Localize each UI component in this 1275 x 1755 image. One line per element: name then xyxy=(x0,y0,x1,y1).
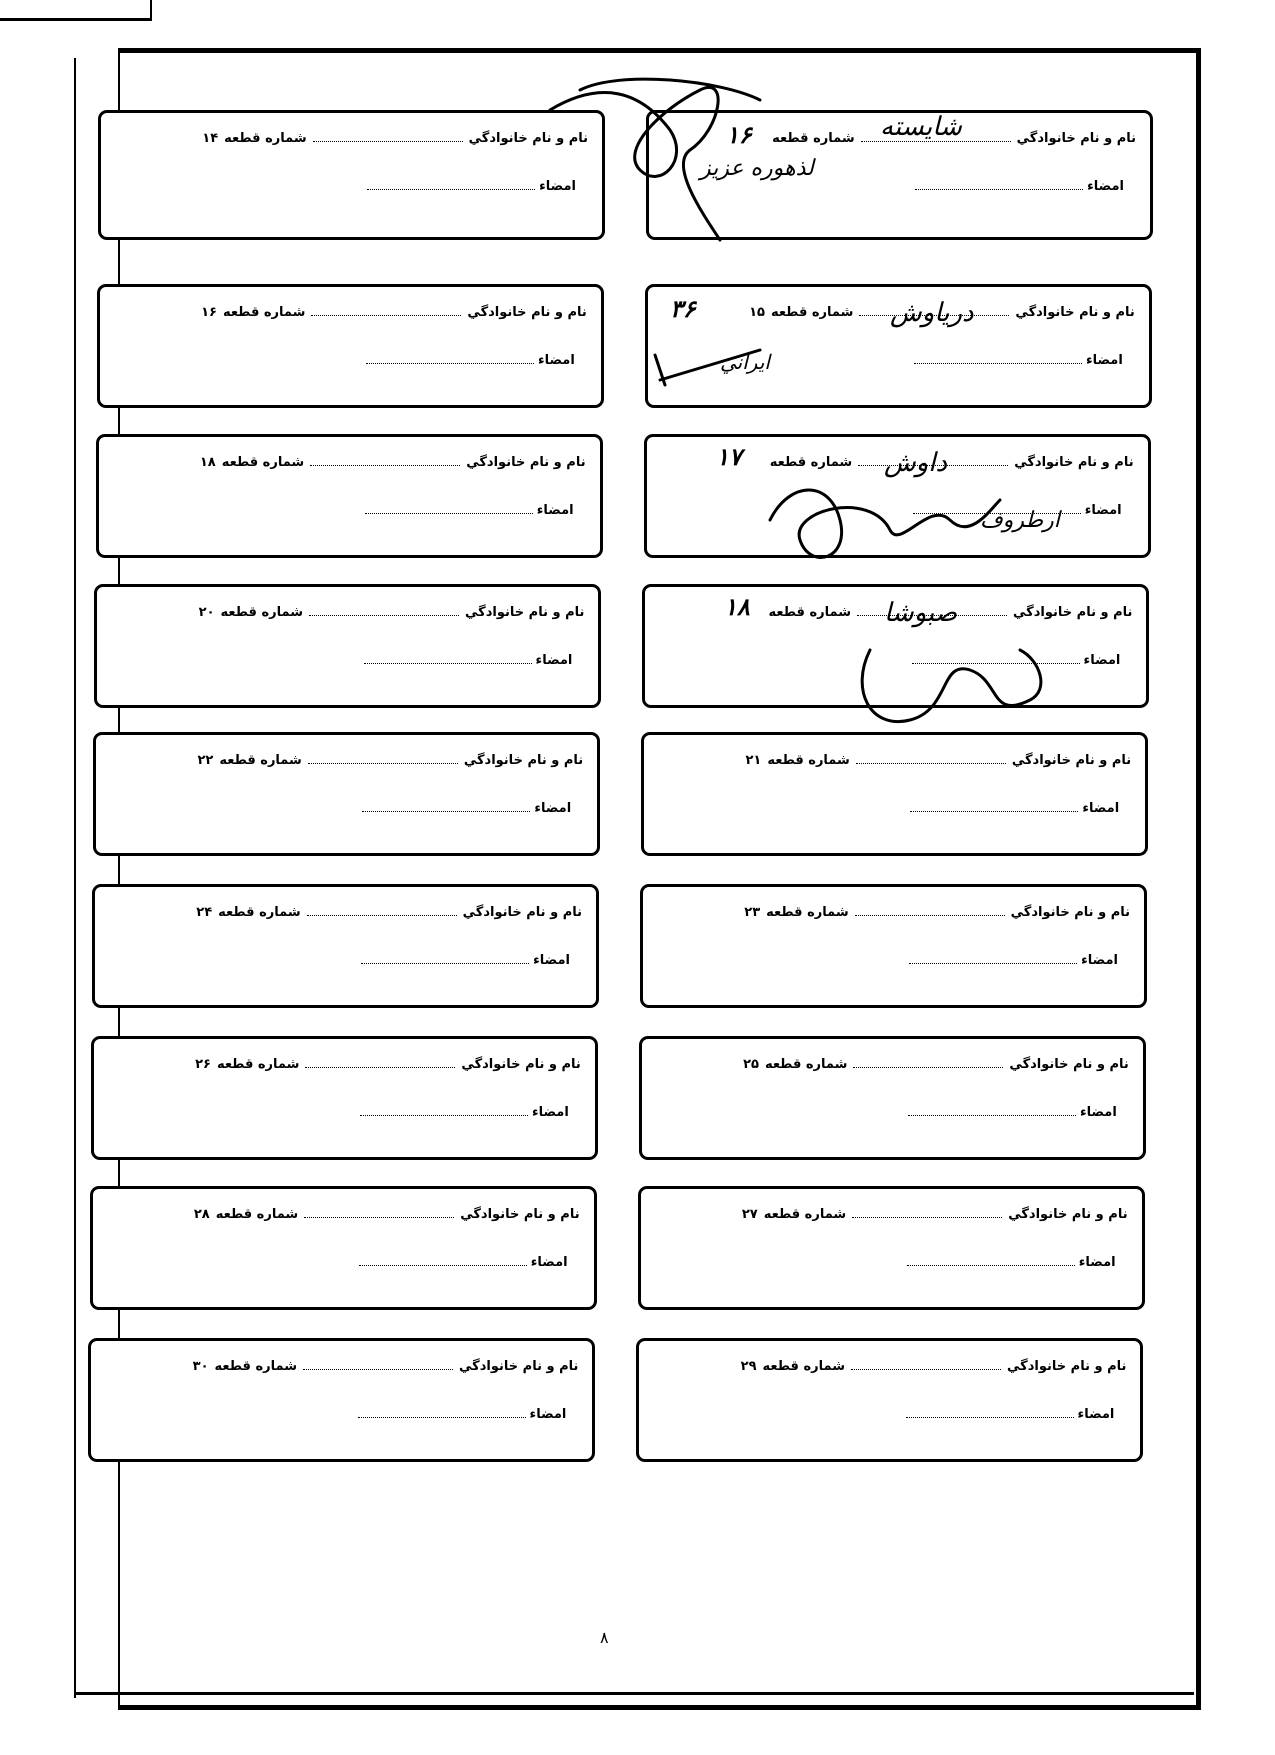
plot-label: شماره قطعه xyxy=(764,1057,848,1072)
signature-row xyxy=(914,351,1123,368)
name-field[interactable] xyxy=(856,751,1006,764)
plot-number: ۲۶ xyxy=(195,1057,211,1072)
plot-number: ۱۴ xyxy=(202,131,219,146)
handwritten-name: داوش xyxy=(884,448,948,478)
plot-label: شماره قطعه xyxy=(222,305,306,320)
signature-field[interactable] xyxy=(914,351,1082,364)
signature-label: امضاء xyxy=(1084,503,1122,518)
plot-label: شماره قطعه xyxy=(221,455,305,470)
name-row xyxy=(741,1357,1127,1374)
form-card xyxy=(641,732,1148,856)
name-field[interactable] xyxy=(853,1055,1003,1068)
name-row xyxy=(201,303,587,320)
signature-label: امضاء xyxy=(535,653,573,668)
signature-field[interactable] xyxy=(362,799,530,812)
signature-field[interactable] xyxy=(910,799,1078,812)
name-field[interactable] xyxy=(305,1055,455,1068)
signature-label: امضاء xyxy=(1087,179,1124,194)
signature-row xyxy=(365,501,574,518)
plot-label: شماره قطعه xyxy=(218,905,301,920)
name-label: نام و نام خانوادگي xyxy=(1011,753,1132,768)
form-card xyxy=(638,1186,1145,1310)
signature-field[interactable] xyxy=(358,1405,526,1418)
signature-row xyxy=(358,1405,567,1422)
plot-label: شماره قطعه xyxy=(224,131,307,146)
plot-number: ۱۶ xyxy=(201,305,217,320)
form-card xyxy=(92,884,599,1008)
name-field[interactable] xyxy=(309,603,459,616)
name-label: نام و نام خانوادگي xyxy=(460,1207,580,1222)
name-field[interactable] xyxy=(310,453,460,466)
signature-row xyxy=(367,177,576,194)
signature-label: امضاء xyxy=(1083,653,1121,668)
signature-field[interactable] xyxy=(907,1253,1075,1266)
handwritten-name: صبوشا xyxy=(884,598,958,628)
name-label: نام و نام خانوادگي xyxy=(1007,1359,1127,1374)
form-card xyxy=(88,1338,595,1462)
form-card xyxy=(90,1186,597,1310)
plot-label: شماره قطعه xyxy=(768,605,852,620)
name-label: نام و نام خانوادگي xyxy=(466,455,586,470)
plot-label: شماره قطعه xyxy=(767,753,850,768)
name-row xyxy=(193,1357,579,1374)
signature-row xyxy=(360,1103,569,1120)
name-field[interactable] xyxy=(852,1205,1002,1218)
signature-row xyxy=(364,651,573,668)
signature-label: امضاء xyxy=(536,503,574,518)
plot-number: ۱۵ xyxy=(749,305,765,320)
signature-row xyxy=(907,1253,1116,1270)
signature-field[interactable] xyxy=(915,177,1083,190)
name-field[interactable] xyxy=(855,903,1005,916)
name-field[interactable] xyxy=(311,303,461,316)
name-field[interactable] xyxy=(851,1357,1001,1370)
form-card xyxy=(94,584,601,708)
name-label: نام و نام خانوادگي xyxy=(1016,131,1136,146)
signature-label: امضاء xyxy=(531,1105,569,1120)
signature-label: امضاء xyxy=(539,179,576,194)
plot-label: شماره قطعه xyxy=(763,1207,847,1222)
plot-label: شماره قطعه xyxy=(770,305,854,320)
signature-field[interactable] xyxy=(909,951,1077,964)
name-row xyxy=(194,1205,580,1222)
handwritten-note: ايراني xyxy=(720,350,770,374)
form-card xyxy=(639,1036,1146,1160)
signature-row xyxy=(912,651,1121,668)
name-label: نام و نام خانوادگي xyxy=(467,305,587,320)
plot-number: ۲۵ xyxy=(743,1057,759,1072)
signature-label: امضاء xyxy=(1085,353,1123,368)
scan-edge-mark xyxy=(0,0,152,21)
signature-row xyxy=(906,1405,1115,1422)
name-row xyxy=(195,1055,581,1072)
signature-label: امضاء xyxy=(530,1255,568,1270)
signature-label: امضاء xyxy=(1081,953,1118,968)
signature-row xyxy=(909,951,1118,968)
plot-number: ۲۴ xyxy=(196,905,213,920)
signature-row xyxy=(915,177,1124,194)
signature-label: امضاء xyxy=(529,1407,567,1422)
name-row xyxy=(196,903,582,920)
handwritten-note: لذهوره عزيز xyxy=(700,156,814,181)
name-label: نام و نام خانوادگي xyxy=(461,1057,581,1072)
form-card xyxy=(636,1338,1143,1462)
handwritten-plot-number: ۱۷ xyxy=(716,442,742,471)
handwritten-name: درياوش xyxy=(890,298,974,328)
signature-label: امضاء xyxy=(534,801,572,816)
form-card xyxy=(98,110,605,240)
name-field[interactable] xyxy=(313,129,463,142)
signature-row xyxy=(362,799,571,816)
name-row xyxy=(744,903,1130,920)
plot-number: ۲۱ xyxy=(745,753,762,768)
page-border-shadow-bottom xyxy=(74,1692,1194,1703)
name-row xyxy=(742,1205,1128,1222)
plot-label: شماره قطعه xyxy=(214,1359,298,1374)
signature-field[interactable] xyxy=(906,1405,1074,1418)
plot-number: ۳۰ xyxy=(192,1359,209,1374)
plot-label: شماره قطعه xyxy=(766,905,849,920)
name-label: نام و نام خانوادگي xyxy=(1015,305,1135,320)
name-label: نام و نام خانوادگي xyxy=(465,605,585,620)
name-row xyxy=(743,1055,1129,1072)
signature-field[interactable] xyxy=(360,1103,528,1116)
plot-label: شماره قطعه xyxy=(220,605,304,620)
name-label: نام و نام خانوادگي xyxy=(1010,905,1130,920)
page-number: ۸ xyxy=(600,1628,609,1647)
handwritten-plot-number: ۱۸ xyxy=(724,592,750,621)
signature-field[interactable] xyxy=(908,1103,1076,1116)
plot-label: شماره قطعه xyxy=(219,753,302,768)
signature-label: امضاء xyxy=(1078,1255,1116,1270)
signature-field[interactable] xyxy=(365,501,533,514)
name-label: نام و نام خانوادگي xyxy=(468,131,588,146)
form-card xyxy=(640,884,1147,1008)
signature-field[interactable] xyxy=(359,1253,527,1266)
plot-number: ۲۸ xyxy=(193,1207,210,1222)
signature-row xyxy=(359,1253,568,1270)
name-row xyxy=(199,603,585,620)
plot-label: شماره قطعه xyxy=(769,455,853,470)
plot-label: شماره قطعه xyxy=(215,1207,299,1222)
form-card xyxy=(93,732,600,856)
name-row xyxy=(202,129,588,146)
name-label: نام و نام خانوادگي xyxy=(463,753,584,768)
signature-label: امضاء xyxy=(533,953,570,968)
name-field[interactable] xyxy=(307,903,457,916)
name-row xyxy=(745,751,1131,768)
name-label: نام و نام خانوادگي xyxy=(462,905,582,920)
handwritten-plot-number: ۱۶ xyxy=(726,120,752,149)
name-field[interactable] xyxy=(308,751,458,764)
signature-field[interactable] xyxy=(912,651,1080,664)
name-row xyxy=(200,453,586,470)
signature-row xyxy=(366,351,575,368)
name-row xyxy=(197,751,583,768)
plot-number: ۲۰ xyxy=(198,605,215,620)
handwritten-name: شايسته xyxy=(880,112,962,142)
name-field[interactable] xyxy=(304,1205,454,1218)
signature-row xyxy=(908,1103,1117,1120)
signature-field[interactable] xyxy=(366,351,534,364)
handwritten-plot-number: ۳۶ xyxy=(670,294,696,323)
page-border-shadow-left xyxy=(74,58,76,1698)
signature-label: امضاء xyxy=(1082,801,1120,816)
handwritten-note: ارطروف xyxy=(980,508,1060,533)
form-card xyxy=(91,1036,598,1160)
plot-label: شماره قطعه xyxy=(762,1359,846,1374)
signature-label: امضاء xyxy=(1077,1407,1115,1422)
plot-label: شماره قطعه xyxy=(772,131,855,146)
signature-field[interactable] xyxy=(367,177,535,190)
name-label: نام و نام خانوادگي xyxy=(1014,455,1134,470)
signature-row xyxy=(361,951,570,968)
signature-row xyxy=(910,799,1119,816)
name-label: نام و نام خانوادگي xyxy=(459,1359,579,1374)
name-label: نام و نام خانوادگي xyxy=(1008,1207,1128,1222)
signature-field[interactable] xyxy=(361,951,529,964)
name-label: نام و نام خانوادگي xyxy=(1009,1057,1129,1072)
plot-number: ۲۹ xyxy=(740,1359,757,1374)
signature-label: امضاء xyxy=(1079,1105,1117,1120)
plot-label: شماره قطعه xyxy=(216,1057,300,1072)
signature-label: امضاء xyxy=(537,353,575,368)
form-card xyxy=(97,284,604,408)
plot-number: ۲۲ xyxy=(197,753,214,768)
name-field[interactable] xyxy=(303,1357,453,1370)
name-row xyxy=(764,453,1134,470)
plot-number: ۱۸ xyxy=(199,455,216,470)
signature-field[interactable] xyxy=(364,651,532,664)
plot-number: ۲۷ xyxy=(741,1207,758,1222)
name-label: نام و نام خانوادگي xyxy=(1013,605,1133,620)
form-card xyxy=(96,434,603,558)
plot-number: ۲۳ xyxy=(744,905,761,920)
